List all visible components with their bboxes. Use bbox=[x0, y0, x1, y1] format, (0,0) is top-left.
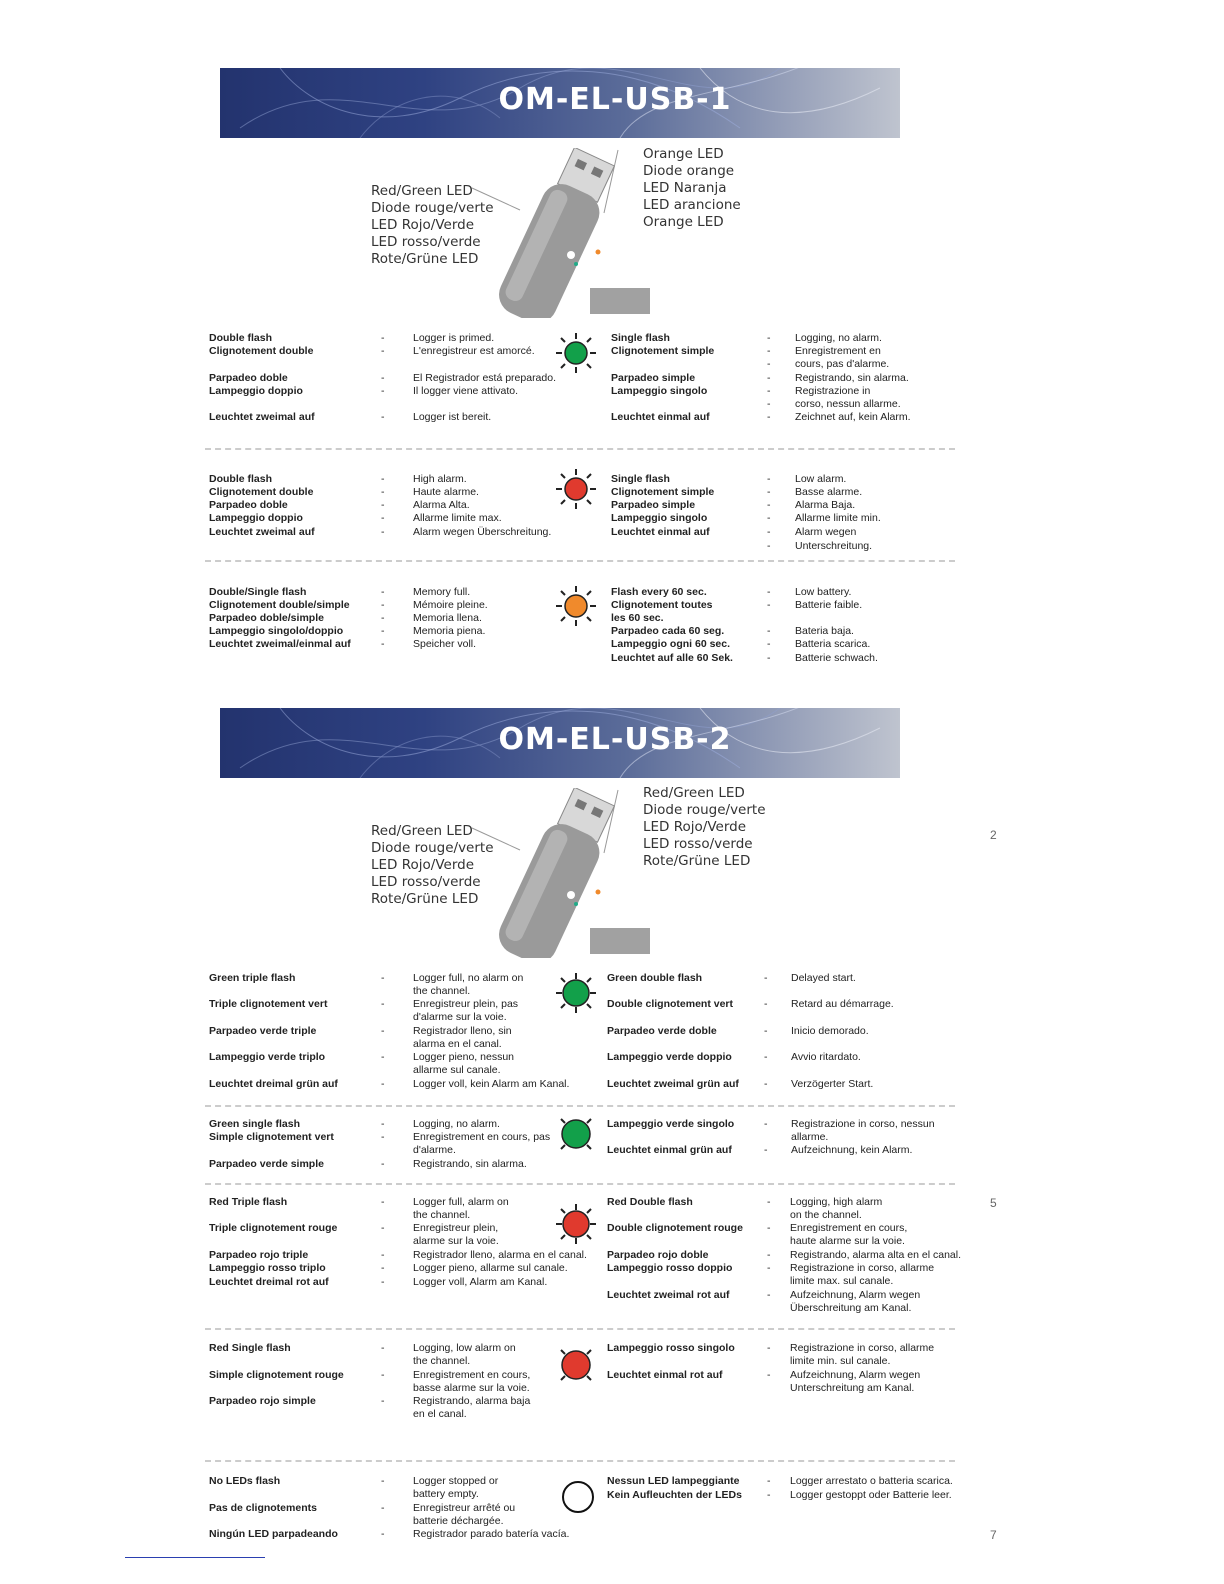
dash-separator: - bbox=[381, 972, 385, 984]
green-flash-icon bbox=[556, 333, 596, 373]
dash-separator: - bbox=[381, 345, 385, 357]
mode-description: Delayed start. bbox=[791, 972, 856, 984]
mode-description: limite max. sul canale. bbox=[790, 1275, 894, 1288]
mode-description: Speicher voll. bbox=[413, 638, 477, 650]
dash-separator: - bbox=[767, 499, 771, 511]
dash-separator: - bbox=[381, 1475, 385, 1487]
dash-separator: - bbox=[767, 358, 771, 370]
mode-label: Red Triple flash bbox=[209, 1196, 288, 1208]
mode-label: Red Single flash bbox=[209, 1342, 291, 1354]
banner-title: OM-EL-USB-1 bbox=[498, 82, 732, 117]
dash-separator: - bbox=[767, 1289, 771, 1301]
mode-description: El Registrador está preparado. bbox=[413, 372, 556, 384]
mode-label: Single flash bbox=[611, 473, 670, 485]
mode-description: Il logger viene attivato. bbox=[413, 385, 519, 397]
edge-mark: 7 bbox=[990, 1528, 997, 1542]
usb-logger-device-illustration bbox=[470, 788, 660, 958]
mode-description: en el canal. bbox=[413, 1408, 467, 1421]
dash-separator: - bbox=[767, 652, 771, 664]
mode-description: Aufzeichnung, Alarm wegen bbox=[790, 1369, 921, 1381]
usb-logger-device-illustration bbox=[470, 148, 660, 318]
mode-description: Aufzeichnung, Alarm wegen bbox=[790, 1289, 921, 1301]
mode-description: Allarme limite min. bbox=[795, 512, 881, 524]
mode-label: Nessun LED lampeggiante bbox=[607, 1475, 740, 1487]
mode-description: Logging, low alarm on bbox=[413, 1342, 516, 1354]
led-label-line: LED Rojo/Verde bbox=[643, 819, 747, 835]
mode-label: Double flash bbox=[209, 473, 273, 485]
mode-description: Logger voll, kein Alarm am Kanal. bbox=[413, 1078, 570, 1090]
mode-label: Parpadeo rojo simple bbox=[209, 1395, 316, 1407]
dash-separator: - bbox=[381, 586, 385, 598]
dash-separator: - bbox=[767, 586, 771, 598]
mode-description: Logger voll, Alarm am Kanal. bbox=[413, 1276, 548, 1288]
mode-label: Double/Single flash bbox=[209, 586, 307, 598]
mode-description: Registrador lleno, alarma en el canal. bbox=[413, 1249, 587, 1261]
mode-label: Green triple flash bbox=[209, 972, 296, 984]
dash-separator: - bbox=[381, 499, 385, 511]
mode-description: Logging, no alarm. bbox=[795, 332, 882, 344]
led-label-line: LED Rojo/Verde bbox=[371, 857, 475, 873]
dash-separator: - bbox=[764, 998, 768, 1010]
dashed-separator bbox=[205, 1105, 955, 1107]
mode-description: Bateria baja. bbox=[795, 625, 854, 637]
mode-label: Clignotement double/simple bbox=[209, 599, 350, 611]
mode-label: Pas de clignotements bbox=[209, 1502, 317, 1514]
led-label-line: Red/Green LED bbox=[371, 823, 473, 839]
mode-description: Inicio demorado. bbox=[791, 1025, 869, 1037]
mode-description: Zeichnet auf, kein Alarm. bbox=[795, 411, 911, 423]
mode-label: Lampeggio doppio bbox=[209, 512, 303, 524]
dash-separator: - bbox=[381, 332, 385, 344]
mode-description: batterie déchargée. bbox=[413, 1515, 504, 1528]
mode-label: Parpadeo doble bbox=[209, 372, 288, 384]
mode-label: Parpadeo simple bbox=[611, 499, 696, 511]
mode-description: Logger is primed. bbox=[413, 332, 495, 344]
mode-description: basse alarme sur la voie. bbox=[413, 1382, 530, 1395]
dash-separator: - bbox=[767, 540, 771, 552]
dash-separator: - bbox=[767, 398, 771, 410]
mode-label: Lampeggio rosso triplo bbox=[209, 1262, 326, 1274]
dash-separator: - bbox=[767, 411, 771, 423]
mode-description: Enregistreur arrêté ou bbox=[413, 1502, 516, 1514]
mode-description: haute alarme sur la voie. bbox=[790, 1235, 905, 1248]
led-label-line: Diode rouge/verte bbox=[371, 200, 494, 216]
mode-label: Parpadeo cada 60 seg. bbox=[611, 625, 725, 637]
led-off-icon bbox=[558, 1477, 598, 1517]
dash-separator: - bbox=[381, 1528, 385, 1540]
mode-description: Logging, no alarm. bbox=[413, 1118, 500, 1130]
dash-separator: - bbox=[381, 599, 385, 611]
mode-description: Verzögerter Start. bbox=[791, 1078, 874, 1090]
dash-separator: - bbox=[767, 599, 771, 611]
mode-description: High alarm. bbox=[413, 473, 467, 485]
mode-label: Flash every 60 sec. bbox=[611, 586, 707, 598]
dash-separator: - bbox=[767, 345, 771, 357]
mode-description: Memory full. bbox=[413, 586, 471, 598]
mode-label: Leuchtet zweimal rot auf bbox=[607, 1289, 730, 1301]
mode-label: Lampeggio verde triplo bbox=[209, 1051, 326, 1063]
mode-label: Simple clignotement vert bbox=[209, 1131, 334, 1143]
mode-description: Memoria llena. bbox=[413, 612, 482, 624]
mode-label: Lampeggio singolo bbox=[611, 512, 708, 524]
mode-description: Registrando, alarma alta en el canal. bbox=[790, 1249, 962, 1261]
mode-description: Logger full, no alarm on bbox=[413, 972, 524, 984]
dash-separator: - bbox=[381, 1051, 385, 1063]
dash-separator: - bbox=[767, 526, 771, 538]
mode-label: Parpadeo verde triple bbox=[209, 1025, 317, 1037]
mode-description: Logger pieno, nessun bbox=[413, 1051, 514, 1063]
led-label-line: LED rosso/verde bbox=[643, 836, 753, 852]
mode-label: Parpadeo verde doble bbox=[607, 1025, 717, 1037]
mode-description: d'alarme sur la voie. bbox=[413, 1011, 507, 1024]
mode-label: Leuchtet zweimal auf bbox=[209, 411, 315, 423]
led-label-line: Rote/Grüne LED bbox=[371, 251, 479, 267]
mode-label: Single flash bbox=[611, 332, 670, 344]
dash-separator: - bbox=[381, 625, 385, 637]
mode-label: Green double flash bbox=[607, 972, 703, 984]
mode-description: Alarma Alta. bbox=[413, 499, 470, 511]
dash-separator: - bbox=[381, 385, 385, 397]
dashed-separator bbox=[205, 560, 955, 562]
mode-description: Mémoire pleine. bbox=[413, 599, 488, 611]
led-label-line: Rote/Grüne LED bbox=[371, 891, 479, 907]
led-label-line: Diode rouge/verte bbox=[371, 840, 494, 856]
led-label-line: Diode orange bbox=[643, 163, 735, 179]
mode-label: Lampeggio doppio bbox=[209, 385, 303, 397]
dash-separator: - bbox=[767, 473, 771, 485]
dash-separator: - bbox=[381, 473, 385, 485]
dash-separator: - bbox=[767, 1475, 771, 1487]
mode-description: Enregistrement en cours, pas bbox=[413, 1131, 551, 1143]
mode-description: limite min. sul canale. bbox=[790, 1355, 891, 1368]
mode-description: Logging, high alarm bbox=[790, 1196, 883, 1208]
mode-description: Logger arrestato o batteria scarica. bbox=[790, 1475, 953, 1487]
right-led-label bbox=[643, 785, 766, 870]
mode-description: Avvio ritardato. bbox=[791, 1051, 861, 1063]
mode-label: Leuchtet dreimal rot auf bbox=[209, 1276, 329, 1288]
mode-label: Lampeggio verde singolo bbox=[607, 1118, 735, 1130]
mode-description: allarme sul canale. bbox=[413, 1064, 501, 1077]
mode-description: Haute alarme. bbox=[413, 486, 479, 498]
mode-description: Aufzeichnung, kein Alarm. bbox=[791, 1144, 913, 1156]
dash-separator: - bbox=[381, 1118, 385, 1130]
mode-description: Registrador parado batería vacía. bbox=[413, 1528, 570, 1540]
dash-separator: - bbox=[381, 1395, 385, 1407]
dash-separator: - bbox=[767, 372, 771, 384]
red-flash-icon bbox=[556, 469, 596, 509]
mode-label: Leuchtet zweimal auf bbox=[209, 526, 315, 538]
dash-separator: - bbox=[381, 411, 385, 423]
dash-separator: - bbox=[381, 372, 385, 384]
dashed-separator bbox=[205, 1460, 955, 1462]
led-label-line: Orange LED bbox=[643, 214, 724, 230]
mode-description: Allarme limite max. bbox=[413, 512, 502, 524]
mode-description: Logger stopped or bbox=[413, 1475, 499, 1487]
mode-description: Unterschreitung am Kanal. bbox=[790, 1382, 915, 1395]
dash-separator: - bbox=[767, 625, 771, 637]
mode-description: the channel. bbox=[413, 1209, 471, 1222]
mode-description: Registrazione in corso, nessun bbox=[791, 1118, 935, 1130]
dash-separator: - bbox=[767, 385, 771, 397]
dash-separator: - bbox=[381, 1369, 385, 1381]
dash-separator: - bbox=[381, 1158, 385, 1170]
mode-description: Registrando, sin alarma. bbox=[413, 1158, 527, 1170]
mode-label: Triple clignotement vert bbox=[209, 998, 328, 1010]
dash-separator: - bbox=[381, 1276, 385, 1288]
dash-separator: - bbox=[767, 1262, 771, 1274]
dash-separator: - bbox=[764, 1144, 768, 1156]
mode-label: Double flash bbox=[209, 332, 273, 344]
mode-description: Überschreitung am Kanal. bbox=[790, 1302, 912, 1315]
mode-label: No LEDs flash bbox=[209, 1475, 281, 1487]
mode-label: Leuchtet einmal rot auf bbox=[607, 1369, 723, 1381]
dash-separator: - bbox=[767, 1342, 771, 1354]
dash-separator: - bbox=[767, 1369, 771, 1381]
mode-description: Enregistrement en cours, bbox=[790, 1222, 908, 1234]
mode-description: Registrazione in bbox=[795, 385, 871, 397]
mode-description: Basse alarme. bbox=[795, 486, 863, 498]
mode-label: les 60 sec. bbox=[611, 612, 664, 624]
banner-title: OM-EL-USB-2 bbox=[498, 722, 732, 757]
led-label-line: LED Rojo/Verde bbox=[371, 217, 475, 233]
mode-label: Lampeggio singolo bbox=[611, 385, 708, 397]
mode-label: Leuchtet zweimal grün auf bbox=[607, 1078, 739, 1090]
dash-separator: - bbox=[381, 1078, 385, 1090]
banner-usb2 bbox=[220, 708, 900, 778]
dash-separator: - bbox=[764, 1118, 768, 1130]
led-label-line: LED Naranja bbox=[643, 180, 727, 196]
dash-separator: - bbox=[381, 1262, 385, 1274]
mode-label: Simple clignotement rouge bbox=[209, 1369, 344, 1381]
led-label-line: Rote/Grüne LED bbox=[643, 853, 751, 869]
dash-separator: - bbox=[381, 638, 385, 650]
dashed-separator bbox=[205, 448, 955, 450]
mode-description: Registrando, sin alarma. bbox=[795, 372, 909, 384]
mode-description: the channel. bbox=[413, 1355, 471, 1368]
edge-mark: 5 bbox=[990, 1196, 997, 1210]
mode-description: on the channel. bbox=[790, 1209, 862, 1222]
mode-label: Lampeggio rosso singolo bbox=[607, 1342, 735, 1354]
dash-separator: - bbox=[764, 1025, 768, 1037]
led-label-line: LED arancione bbox=[643, 197, 741, 213]
mode-description: alarma en el canal. bbox=[413, 1038, 502, 1051]
footer-rule bbox=[125, 1557, 265, 1558]
mode-description: corso, nessun allarme. bbox=[795, 398, 901, 410]
mode-description: cours, pas d'alarme. bbox=[795, 358, 890, 370]
dash-separator: - bbox=[767, 332, 771, 344]
mode-label: Clignotement simple bbox=[611, 345, 715, 357]
dash-separator: - bbox=[381, 998, 385, 1010]
dash-separator: - bbox=[381, 1222, 385, 1234]
dash-separator: - bbox=[764, 1051, 768, 1063]
mode-label: Leuchtet auf alle 60 Sek. bbox=[611, 652, 733, 664]
mode-description: Unterschreitung. bbox=[795, 540, 873, 552]
dash-separator: - bbox=[381, 612, 385, 624]
dash-separator: - bbox=[381, 1196, 385, 1208]
mode-label: Triple clignotement rouge bbox=[209, 1222, 338, 1234]
mode-description: Alarma Baja. bbox=[795, 499, 856, 511]
mode-label: Double clignotement vert bbox=[607, 998, 734, 1010]
mode-label: Leuchtet zweimal/einmal auf bbox=[209, 638, 351, 650]
mode-label: Green single flash bbox=[209, 1118, 301, 1130]
red-flash-icon bbox=[556, 1204, 596, 1244]
mode-label: Clignotement double bbox=[209, 345, 314, 357]
mode-label: Ningún LED parpadeando bbox=[209, 1528, 338, 1540]
dash-separator: - bbox=[767, 512, 771, 524]
dash-separator: - bbox=[381, 1342, 385, 1354]
mode-description: L'enregistreur est amorcé. bbox=[413, 345, 535, 357]
mode-label: Parpadeo rojo doble bbox=[607, 1249, 709, 1261]
red-single-icon bbox=[556, 1345, 596, 1385]
mode-description: Batterie faible. bbox=[795, 599, 863, 611]
mode-label: Parpadeo verde simple bbox=[209, 1158, 324, 1170]
dash-separator: - bbox=[381, 1131, 385, 1143]
dash-separator: - bbox=[381, 1249, 385, 1261]
dash-separator: - bbox=[767, 638, 771, 650]
mode-description: Batterie schwach. bbox=[795, 652, 878, 664]
dash-separator: - bbox=[381, 526, 385, 538]
led-label-line: Red/Green LED bbox=[371, 183, 473, 199]
mode-description: Enregistrement en cours, bbox=[413, 1369, 531, 1381]
mode-label: Leuchtet einmal auf bbox=[611, 411, 710, 423]
banner-usb1 bbox=[220, 68, 900, 138]
mode-label: Lampeggio ogni 60 sec. bbox=[611, 638, 731, 650]
mode-description: Registrazione in corso, allarme bbox=[790, 1342, 935, 1354]
mode-label: Kein Aufleuchten der LEDs bbox=[607, 1489, 742, 1501]
dash-separator: - bbox=[767, 1249, 771, 1261]
green-single-icon bbox=[556, 1114, 596, 1154]
mode-label: Parpadeo simple bbox=[611, 372, 696, 384]
dash-separator: - bbox=[381, 1025, 385, 1037]
dashed-separator bbox=[205, 1328, 955, 1330]
mode-label: Clignotement simple bbox=[611, 486, 715, 498]
mode-label: Red Double flash bbox=[607, 1196, 693, 1208]
mode-description: d'alarme. bbox=[413, 1144, 456, 1157]
mode-description: Alarm wegen bbox=[795, 526, 857, 538]
mode-label: Parpadeo doble/simple bbox=[209, 612, 324, 624]
mode-label: Lampeggio singolo/doppio bbox=[209, 625, 344, 637]
mode-description: Registrador lleno, sin bbox=[413, 1025, 512, 1037]
dash-separator: - bbox=[767, 486, 771, 498]
led-label-line: Orange LED bbox=[643, 146, 724, 162]
mode-description: allarme. bbox=[791, 1131, 829, 1144]
mode-label: Clignotement double bbox=[209, 486, 314, 498]
dash-separator: - bbox=[381, 1502, 385, 1514]
mode-label: Double clignotement rouge bbox=[607, 1222, 743, 1234]
green-flash-icon bbox=[556, 973, 596, 1013]
mode-description: Enregistreur plein, bbox=[413, 1222, 499, 1234]
dashed-separator bbox=[205, 1183, 955, 1185]
mode-description: Registrando, alarma baja bbox=[413, 1395, 531, 1407]
led-label-line: LED rosso/verde bbox=[371, 874, 481, 890]
mode-label: Lampeggio verde doppio bbox=[607, 1051, 732, 1063]
dash-separator: - bbox=[764, 1078, 768, 1090]
mode-description: Logger gestoppt oder Batterie leer. bbox=[790, 1489, 952, 1501]
led-label-line: Diode rouge/verte bbox=[643, 802, 766, 818]
mode-label: Parpadeo doble bbox=[209, 499, 288, 511]
dash-separator: - bbox=[767, 1489, 771, 1501]
mode-description: alarme sur la voie. bbox=[413, 1235, 499, 1248]
mode-description: Logger ist bereit. bbox=[413, 411, 492, 423]
mode-description: Enregistrement en bbox=[795, 345, 881, 357]
dash-separator: - bbox=[381, 512, 385, 524]
mode-description: the channel. bbox=[413, 985, 471, 998]
mode-description: Enregistreur plein, pas bbox=[413, 998, 519, 1010]
edge-mark: 2 bbox=[990, 828, 997, 842]
mode-label: Clignotement toutes bbox=[611, 599, 713, 611]
mode-description: battery empty. bbox=[413, 1488, 479, 1501]
dash-separator: - bbox=[764, 972, 768, 984]
mode-description: Memoria piena. bbox=[413, 625, 486, 637]
mode-description: Low alarm. bbox=[795, 473, 847, 485]
mode-label: Leuchtet einmal auf bbox=[611, 526, 710, 538]
mode-description: Logger pieno, allarme sul canale. bbox=[413, 1262, 568, 1274]
mode-label: Leuchtet einmal grün auf bbox=[607, 1144, 732, 1156]
orange-flash-icon bbox=[556, 586, 596, 626]
led-label-line: Red/Green LED bbox=[643, 785, 745, 801]
mode-description: Registrazione in corso, allarme bbox=[790, 1262, 935, 1274]
led-label-line: LED rosso/verde bbox=[371, 234, 481, 250]
mode-label: Parpadeo rojo triple bbox=[209, 1249, 309, 1261]
mode-label: Leuchtet dreimal grün auf bbox=[209, 1078, 338, 1090]
mode-description: Alarm wegen Überschreitung. bbox=[413, 526, 552, 538]
mode-label: Lampeggio rosso doppio bbox=[607, 1262, 733, 1274]
dash-separator: - bbox=[381, 486, 385, 498]
mode-description: Logger full, alarm on bbox=[413, 1196, 509, 1208]
mode-description: Low battery. bbox=[795, 586, 852, 598]
dash-separator: - bbox=[767, 1222, 771, 1234]
mode-description: Retard au démarrage. bbox=[791, 998, 894, 1010]
mode-description: Batteria scarica. bbox=[795, 638, 871, 650]
dash-separator: - bbox=[767, 1196, 771, 1208]
